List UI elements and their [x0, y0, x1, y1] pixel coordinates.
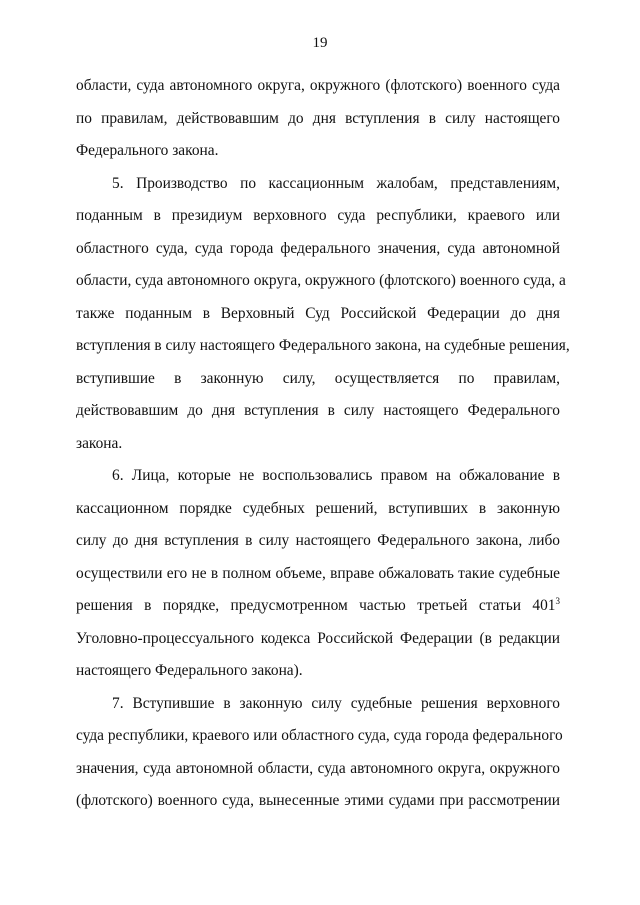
text-line: области, суда автономного округа, окружного (флотского) военного суда [76, 77, 560, 94]
text-line: настоящего Федерального закона). [76, 662, 303, 679]
superscript: 3 [555, 596, 560, 606]
text-line: кассационном порядке судебных решений, вступивших в законную [76, 499, 560, 517]
text-line: 5. Производство по кассационным жалобам, представлениям, [112, 174, 560, 192]
text-line: по правилам, действовавшим до дня вступления в силу настоящего [76, 109, 560, 127]
text-line: областного суда, суда города федерального значения, суда автономной [76, 239, 560, 257]
text-line: значения, суда автономной области, суда автономного округа, окружного [76, 759, 560, 777]
text-line: силу до дня вступления в силу настоящего Федерального закона, либо [76, 532, 560, 549]
paragraph-7 [76, 688, 563, 818]
text-line: 7. Вступившие в законную силу судебные решения верховного [112, 694, 560, 712]
text-line: суда республики, краевого или областного суда, суда города федерального [76, 727, 563, 744]
paragraph-6 [76, 460, 560, 688]
text-line: 6. Лица, которые не воспользовались правом на обжалование в [112, 467, 560, 484]
text-line: области, суда автономного округа, окружного (флотского) военного суда, а [76, 272, 566, 289]
text-span: решения в порядке, предусмотренном частью третьей статьи 401 [76, 597, 556, 614]
text-line: поданным в президиум верховного суда республики, краевого или [76, 207, 560, 224]
text-line: (флотского) военного суда, вынесенные этими судами при рассмотрении [76, 792, 560, 809]
text-line: также поданным в Верховный Суд Российской Федерации до дня [76, 304, 560, 322]
text-line: вступившие в законную силу, осуществляется по правилам, [76, 369, 560, 387]
paragraph-continuation [76, 70, 560, 168]
text-line: действовавшим до дня вступления в силу настоящего Федерального [76, 402, 560, 419]
text-line-with-superscript [76, 590, 560, 623]
text-line: Федерального закона. [76, 142, 219, 159]
paragraph-5 [76, 168, 570, 461]
page-number: 19 [312, 35, 328, 51]
text-line: Уголовно-процессуального кодекса Российской Федерации (в редакции [76, 629, 560, 647]
text-line: осуществили его не в полном объеме, вправе обжаловать такие судебные [76, 564, 560, 582]
text-line: вступления в силу настоящего Федерального закона, на судебные решения, [76, 337, 570, 354]
document-body [76, 70, 570, 818]
text-line: закона. [76, 434, 123, 452]
